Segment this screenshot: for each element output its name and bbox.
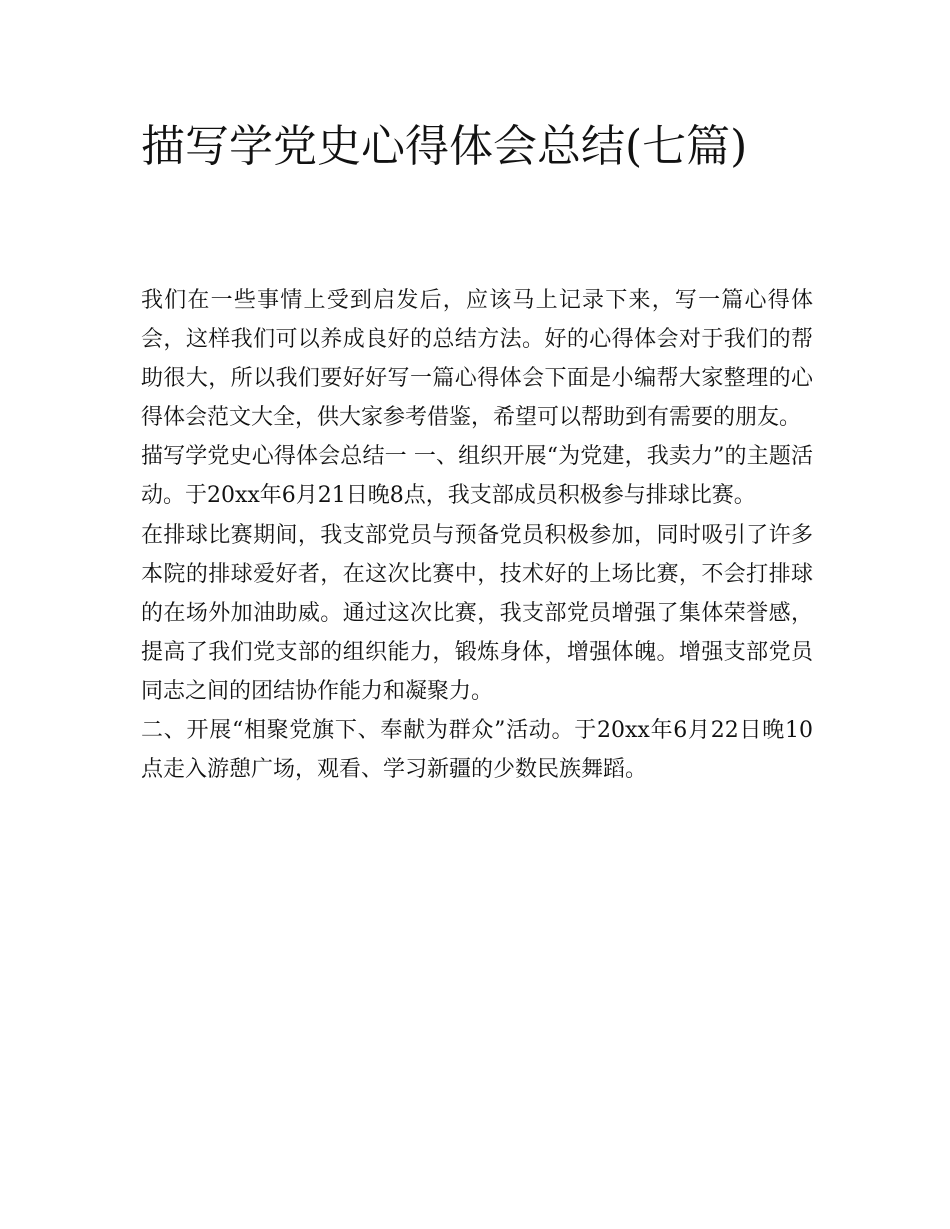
volleyball-paragraph: 在排球比赛期间，我支部党员与预备党员积极参加，同时吸引了许多本院的排球爱好者，在这次比赛中，技术好的上场比赛，不会打排球的在场外加油助威。通过这次比赛，我支部党员增强了集体荣誉感，提高了我们党支部的组织能力，锻炼身体，增强体魄。增强支部党员同志之间的团结协作能力和凝聚力。 [141,522,813,704]
intro-paragraph: 我们在一些事情上受到启发后，应该马上记录下来，写一篇心得体会，这样我们可以养成良好的总结方法。好的心得体会对于我们的帮助很大，所以我们要好好写一篇心得体会下面是小编帮大家整理的心得体会范文大全，供大家参考借鉴，希望可以帮助到有需要的朋友。 [141,288,813,431]
section-two-paragraph: 二、开展“相聚党旗下、奉献为群众”活动。于20xx年6月22日晚10点走入游憩广场，观看、学习新疆的少数民族舞蹈。 [141,718,813,783]
document-body [141,281,813,789]
document-title: 描写学党史心得体会总结(七篇) [141,121,748,172]
section-one-paragraph: 描写学党史心得体会总结一 一、组织开展“为党建，我卖力”的主题活动。于20xx年6月21日晚8点，我支部成员积极参与排球比赛。 [141,444,813,509]
